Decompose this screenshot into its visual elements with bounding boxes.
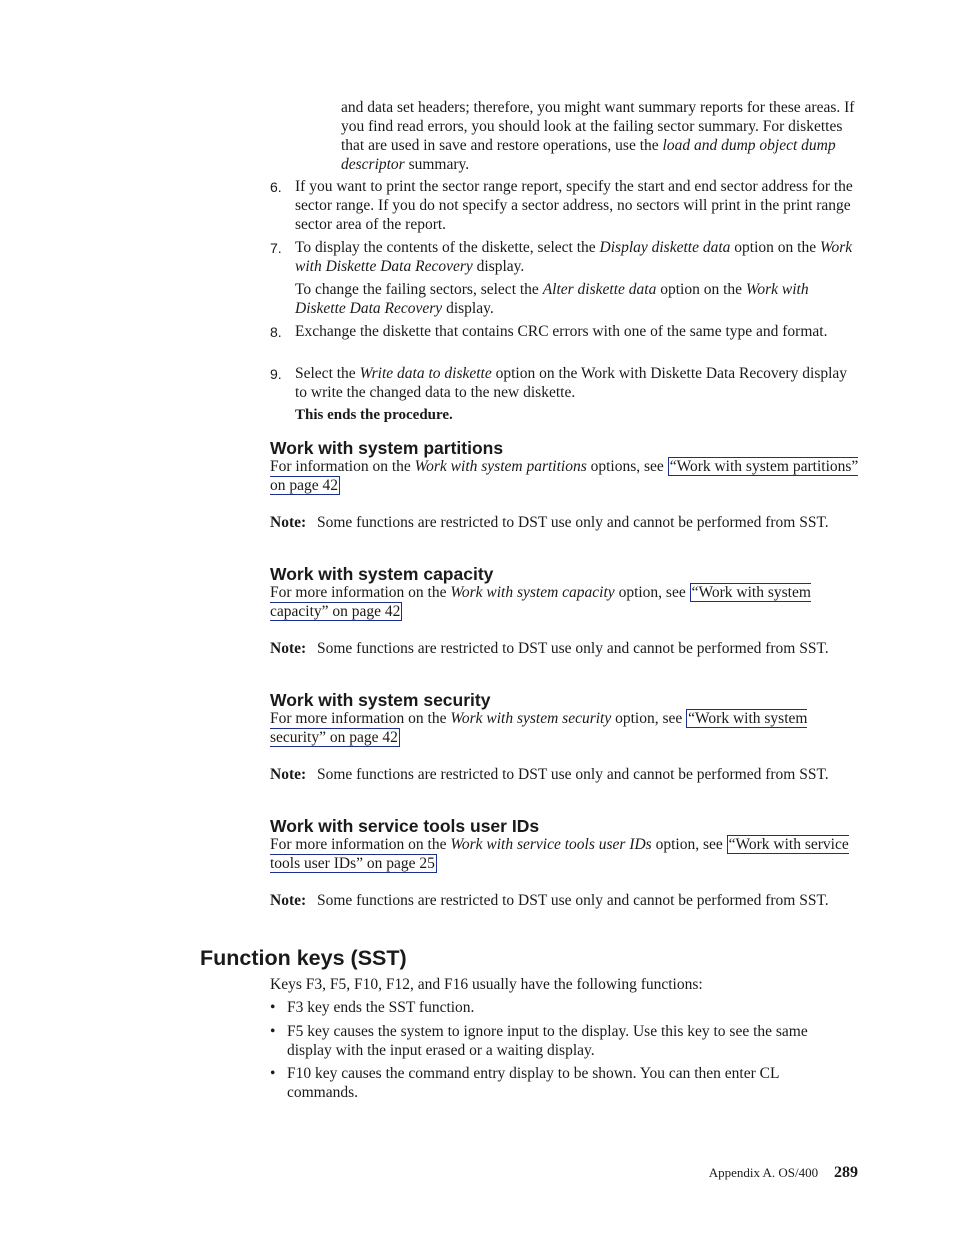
step-number: 9. xyxy=(270,366,282,382)
step-italic: Write data to diskette xyxy=(359,365,492,382)
note-text: Some functions are restricted to DST use only and cannot be performed from SST. xyxy=(317,766,829,783)
step-number: 7. xyxy=(270,240,282,256)
step-text: Exchange the diskette that contains CRC errors with one of the same type and format. xyxy=(295,323,828,340)
section-paragraph xyxy=(270,709,830,747)
step-text-part: option on the xyxy=(730,239,820,256)
bullet-marker: • xyxy=(270,1023,276,1040)
note-text: Some functions are restricted to DST use only and cannot be performed from SST. xyxy=(317,640,829,657)
continuation-paragraph xyxy=(341,98,856,174)
section-heading: Work with service tools user IDs xyxy=(270,816,540,836)
note-text: Some functions are restricted to DST use only and cannot be performed from SST. xyxy=(317,892,829,909)
step-number: 6. xyxy=(270,179,282,195)
page-reference-link[interactable]: “Work with system capacity” on page 42 xyxy=(270,584,811,620)
section-text: For information on the xyxy=(270,458,415,475)
continuation-italic: load and dump object dump descriptor xyxy=(341,137,836,173)
section-heading: Work with system capacity xyxy=(270,564,494,584)
function-keys-heading: Function keys (SST) xyxy=(200,946,407,970)
step-italic: Display diskette data xyxy=(599,239,731,256)
note-label: Note: xyxy=(270,892,307,909)
procedure-end: This ends the procedure. xyxy=(295,407,453,423)
step-text: If you want to print the sector range report, specify the start and end sector address for the sector range. If you do not specify a sector address, no sectors will print in the print range sector area of the report. xyxy=(295,178,853,233)
continuation-text: and data set headers; therefore, you might want summary reports for these areas. If you find read errors, you should look at the failing sector summary. For diskettes that are used in save and restore operations, use the xyxy=(341,99,855,154)
section-paragraph xyxy=(270,457,860,495)
section-text: option, see xyxy=(614,584,690,601)
list-item-text: F3 key ends the SST function. xyxy=(287,999,475,1016)
step-number: 8. xyxy=(270,324,282,340)
section-text: options, see xyxy=(586,458,668,475)
note-label: Note: xyxy=(270,514,307,531)
section-heading: Work with system security xyxy=(270,690,491,710)
step-text-part: To change the failing sectors, select the xyxy=(295,281,543,298)
step-text xyxy=(295,280,857,318)
page-number: 289 xyxy=(834,1164,858,1181)
section-heading: Work with system partitions xyxy=(270,438,504,458)
step-text-part: To display the contents of the diskette, select the xyxy=(295,239,600,256)
step-italic: Alter diskette data xyxy=(542,281,657,298)
function-keys-intro: Keys F3, F5, F10, F12, and F16 usually have the following functions: xyxy=(270,976,703,993)
page-reference-link[interactable]: “Work with system security” on page 42 xyxy=(270,710,808,746)
list-item xyxy=(270,1064,850,1102)
footer-label: Appendix A. OS/400 xyxy=(708,1165,819,1180)
section-text: For more information on the xyxy=(270,836,451,853)
note-label: Note: xyxy=(270,766,307,783)
page-reference-link[interactable]: “Work with system partitions” on page 42 xyxy=(270,458,859,494)
section-paragraph xyxy=(270,583,830,621)
section-text: option, see xyxy=(611,710,687,727)
step-text-part: display. xyxy=(472,258,525,275)
section-text: For more information on the xyxy=(270,584,451,601)
step-text-part: option on the xyxy=(656,281,746,298)
note-text: Some functions are restricted to DST use only and cannot be performed from SST. xyxy=(317,514,829,531)
step-text-part: display. xyxy=(442,300,494,317)
note-label: Note: xyxy=(270,640,307,657)
step-text xyxy=(295,364,857,402)
step-text-part: option on the Work with Diskette Data Recovery display to write the changed data to the new diskette. xyxy=(295,365,848,401)
note xyxy=(270,765,877,784)
step-text-part: Select the xyxy=(295,365,360,382)
page-reference-link[interactable]: “Work with service tools user IDs” on page 25 xyxy=(270,836,849,872)
step-italic: Work with Diskette Data Recovery xyxy=(295,281,809,317)
list-item xyxy=(270,1022,850,1060)
section-italic: Work with system partitions xyxy=(414,458,587,475)
section-italic: Work with system capacity xyxy=(450,584,615,601)
step-text xyxy=(295,238,857,276)
list-item xyxy=(270,998,850,1017)
bullet-marker: • xyxy=(270,1065,276,1082)
continuation-text-end: summary. xyxy=(404,156,470,173)
list-item-text: F10 key causes the command entry display to be shown. You can then enter CL commands. xyxy=(287,1065,779,1101)
list-item-text: F5 key causes the system to ignore input to the display. Use this key to see the same display with the input erased or a waiting display. xyxy=(287,1023,808,1059)
section-italic: Work with service tools user IDs xyxy=(450,836,652,853)
note xyxy=(270,513,877,532)
section-paragraph xyxy=(270,835,862,873)
bullet-marker: • xyxy=(270,999,276,1016)
note xyxy=(270,891,877,910)
page-footer xyxy=(600,1163,858,1182)
note xyxy=(270,639,877,658)
step-italic: Work with Diskette Data Recovery xyxy=(295,239,853,275)
section-text: option, see xyxy=(651,836,727,853)
section-italic: Work with system security xyxy=(450,710,612,727)
section-text: For more information on the xyxy=(270,710,451,727)
